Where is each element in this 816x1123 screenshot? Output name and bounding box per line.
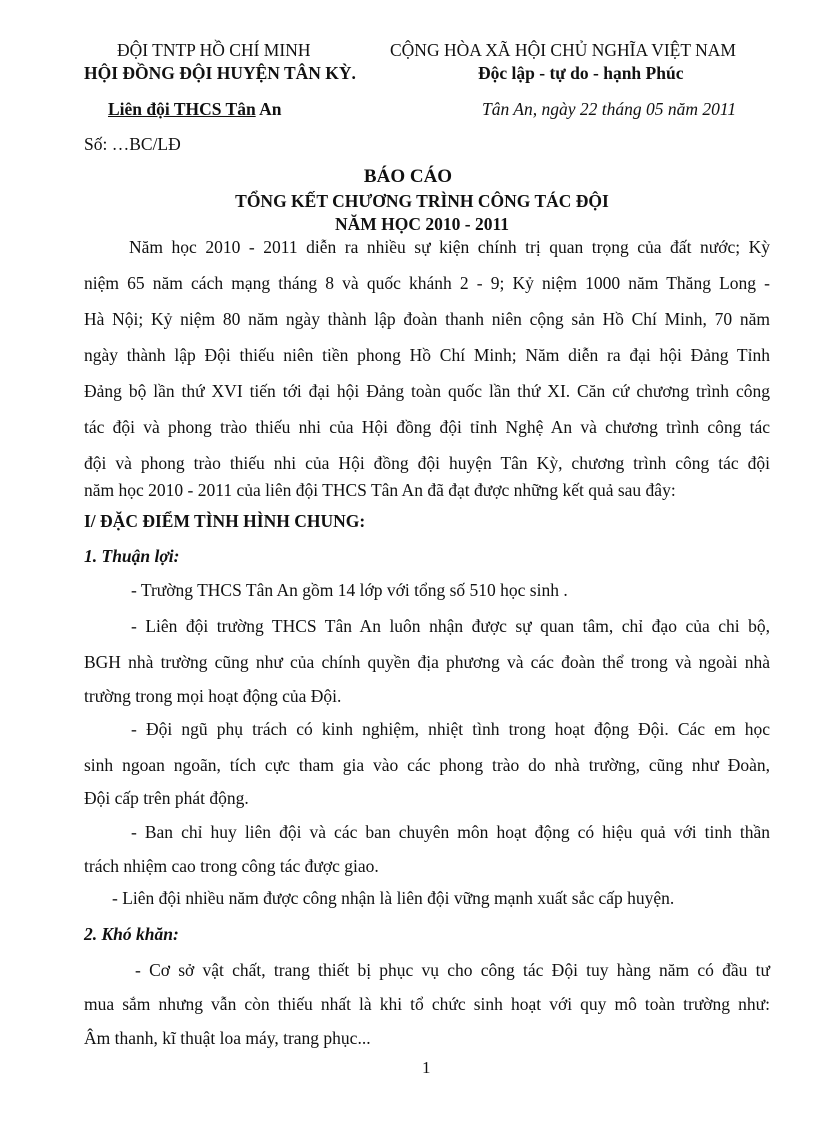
school-name-text: Liên đội THCS Tân An [108, 99, 282, 119]
intro-line: Hà Nội; Kỷ niệm 80 năm ngày thành lập đoàn thanh niên cộng sản Hồ Chí Minh, 70 năm [84, 309, 770, 329]
intro-line: tác đội và phong trào thiếu nhi của Hội đồng đội tỉnh Nghệ An và chương trình công tác [84, 417, 770, 437]
intro-line: đội và phong trào thiếu nhi của Hội đồng đội huyện Tân Kỳ, chương trình công tác đội [84, 453, 770, 473]
place-date: Tân An, ngày 22 tháng 05 năm 2011 [482, 99, 737, 119]
national-motto: Độc lập - tự do - hạnh Phúc [478, 63, 684, 83]
org-name-line2: HỘI ĐỒNG ĐỘI HUYỆN TÂN KỲ. [84, 63, 356, 83]
subsection-heading-advantages: 1. Thuận lợi: [84, 546, 180, 566]
advantage-line: - Liên đội nhiều năm được công nhận là liên đội vững mạnh xuất sắc cấp huyện. [112, 888, 675, 908]
intro-line: niệm 65 năm cách mạng tháng 8 và quốc khánh 2 - 9; Kỷ niệm 1000 năm Thăng Long - [84, 273, 770, 293]
national-title: CỘNG HÒA XÃ HỘI CHỦ NGHĨA VIỆT NAM [390, 40, 736, 60]
report-school-year: NĂM HỌC 2010 - 2011 [334, 214, 510, 234]
difficulty-line: - Cơ sở vật chất, trang thiết bị phục vụ cho công tác Đội tuy hàng năm có đầu tư [135, 960, 770, 980]
advantage-line: sinh ngoan ngoãn, tích cực tham gia vào các phong trào do nhà trường, cũng như Đoàn, [84, 755, 770, 775]
advantage-line: - Ban chỉ huy liên đội và các ban chuyên môn hoạt động có hiệu quả với tinh thần [131, 822, 770, 842]
document-number: Số: …BC/LĐ [84, 134, 181, 154]
report-title: BÁO CÁO [363, 166, 453, 187]
advantage-line: trách nhiệm cao trong công tác được giao. [84, 856, 379, 876]
advantage-line: BGH nhà trường cũng như của chính quyền địa phương và các đoàn thể trong và ngoài nhà [84, 652, 770, 672]
intro-line: năm học 2010 - 2011 của liên đội THCS Tân An đã đạt được những kết quả sau đây: [84, 480, 676, 500]
advantage-line: Đội cấp trên phát động. [84, 788, 249, 808]
difficulty-line: Âm thanh, kĩ thuật loa máy, trang phục... [84, 1028, 371, 1048]
difficulty-line: mua sắm nhưng vẫn còn thiếu nhất là khi tổ chức sinh hoạt với quy mô toàn trường như: [84, 994, 770, 1014]
report-subtitle: TỔNG KẾT CHƯƠNG TRÌNH CÔNG TÁC ĐỘI [235, 191, 609, 211]
advantage-line: - Liên đội trường THCS Tân An luôn nhận được sự quan tâm, chỉ đạo của chi bộ, [131, 616, 770, 636]
intro-line: Năm học 2010 - 2011 diễn ra nhiều sự kiện chính trị quan trọng của đất nước; Kỳ [129, 237, 770, 257]
page-number: 1 [422, 1058, 431, 1077]
section-heading: I/ ĐẶC ĐIỂM TÌNH HÌNH CHUNG: [84, 511, 366, 531]
school-name [108, 99, 281, 120]
advantage-line: - Trường THCS Tân An gồm 14 lớp với tổng số 510 học sinh . [131, 580, 568, 600]
advantage-line: - Đội ngũ phụ trách có kinh nghiệm, nhiệt tình trong hoạt động Đội. Các em học [131, 719, 770, 739]
advantage-line: trường trong mọi hoạt động của Đội. [84, 686, 342, 706]
subsection-heading-difficulties: 2. Khó khăn: [84, 924, 179, 944]
org-name-line1: ĐỘI TNTP HỒ CHÍ MINH [117, 40, 311, 60]
intro-line: ngày thành lập Đội thiếu niên tiền phong Hồ Chí Minh; Năm diễn ra đại hội Đảng Tỉnh [84, 345, 770, 365]
intro-line: Đảng bộ lần thứ XVI tiến tới đại hội Đảng toàn quốc lần thứ XI. Căn cứ chương trình công [84, 381, 770, 401]
